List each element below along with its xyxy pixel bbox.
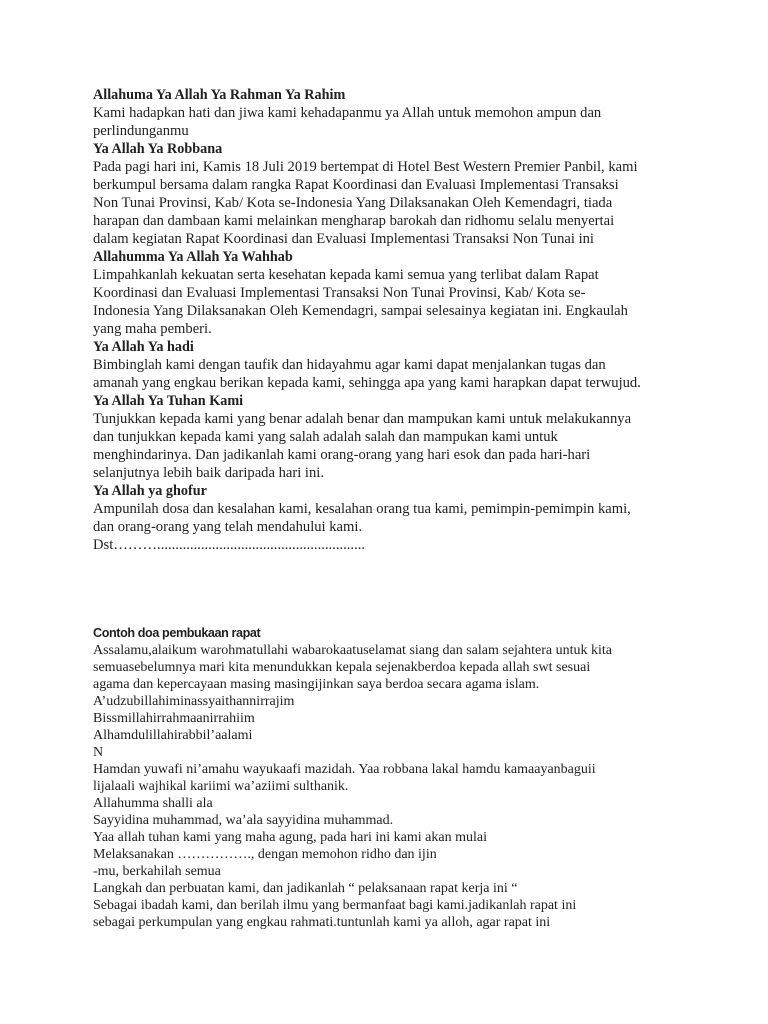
heading-rahman-rahim: Allahuma Ya Allah Ya Rahman Ya Rahim [93,87,346,103]
paragraph-bimbinglah: Bimbinglah kami dengan taufik dan hidayahmu agar kami dapat menjalankan tugas dan amanah yang engkau berikan kepada kami, sehingga apa yang kami harapkan dapat terwujud. [93,357,641,391]
section-title: Contoh doa pembukaan rapat [93,626,261,640]
paragraph-pagi-hari: Pada pagi hari ini, Kamis 18 Juli 2019 bertempat di Hotel Best Western Premier Panbil, kami berkumpul bersama dalam rangka Rapat Koordinasi dan Evaluasi Implementasi Transaksi Non Tunai Provinsi, Kab/ Kota se-Indonesia Yang Dilaksanakan Oleh Kemendagri, tiada harapan dan dambaan kami melainkan mengharap barokah dan ridhomu selalu menyertai dalam kegiatan Rapat Koordinasi dan Evaluasi Implementasi Transaksi Non Tunai ini [93,159,638,247]
paragraph-limpahkan: Limpahkanlah kekuatan serta kesehatan kepada kami semua yang terlibat dalam Rapat Koordinasi dan Evaluasi Implementasi Transaksi Non Tunai Provinsi, Kab/ Kota se- Indonesia Yang Dilaksanakan Oleh Kemendagri, sampai selesainya kegiatan ini. Engkaulah yang maha pemberi. [93,267,628,337]
paragraph-hadapkan: Kami hadapkan hati dan jiwa kami kehadapanmu ya Allah untuk memohon ampun dan perlindunganmu [93,105,602,139]
prayer-section [93,86,693,554]
paragraph-tunjukkan: Tunjukkan kepada kami yang benar adalah benar dan mampukan kami untuk melakukannya dan tunjukkan kepada kami yang salah adalah salah dan mampukan kami untuk menghindarinya. Dan jadikanlah kami orang-orang yang hari esok dan pada hari-hari selanjutnya lebih baik daripada hari ini. [93,411,632,481]
heading-ghofur: Ya Allah ya ghofur [93,483,207,499]
heading-wahhab: Allahumma Ya Allah Ya Wahhab [93,249,293,265]
heading-tuhan-kami: Ya Allah Ya Tuhan Kami [93,393,244,409]
opening-prayer-example [93,624,693,931]
paragraph-ampunilah: Ampunilah dosa dan kesalahan kami, kesalahan orang tua kami, pemimpin-pemimpin kami, dan orang-orang yang telah mendahului kami. [93,501,631,535]
heading-hadi: Ya Allah Ya hadi [93,339,194,355]
opening-prayer-body: Assalamu,alaikum warohmatullahi wabarokaatuselamat siang dan salam sejahtera untuk kita semuasebelumnya mari kita menundukkan kepala sejenakberdoa kepada allah swt sesuai agama dan kepercayaan masing masingijinkan saya berdoa secara agama islam. A’udzubillahiminassyaithannirrajim Bissmillahirrahmaanirrahiim Alhamdulillahirabbil’aalami N Hamdan yuwafi ni’amahu wayukaafi mazidah. Yaa robbana lakal hamdu kamaayanbaguii lijalaali wajhikal kariimi wa’aziimi sulthanik. Allahumma shalli ala Sayyidina muhammad, wa’ala sayyidina muhammad. Yaa allah tuhan kami yang maha agung, pada hari ini kami akan mulai Melaksanakan ……………., dengan memohon ridho dan ijin -mu, berkahilah semua Langkah dan perbuatan kami, dan jadikanlah “ pelaksanaan rapat kerja ini “ Sebagai ibadah kami, dan berilah ilmu yang bermanfaat bagi kami.jadikanlah rapat ini sebagai perkumpulan yang engkau rahmati.tuntunlah kami ya alloh, agar rapat ini [93,643,612,930]
paragraph-dst: Dst………......................................................... [93,537,366,553]
heading-robbana: Ya Allah Ya Robbana [93,141,223,157]
